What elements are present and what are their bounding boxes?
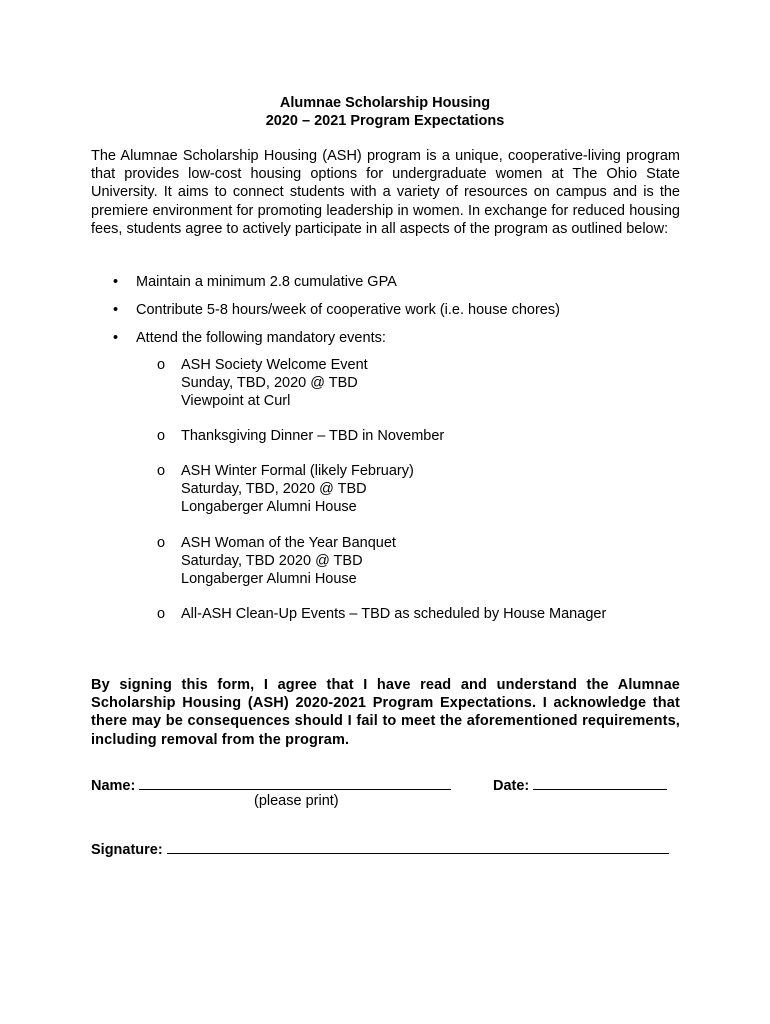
sub-bullet-marker: o — [157, 357, 166, 373]
event-where: Viewpoint at Curl — [181, 393, 291, 409]
date-field — [493, 775, 667, 794]
name-hint: (please print) — [254, 793, 339, 809]
event-name: ASH Woman of the Year Banquet — [181, 535, 396, 551]
list-item — [91, 329, 691, 347]
requirement-text: Contribute 5-8 hours/week of cooperative work (i.e. house chores) — [136, 302, 560, 318]
bullet-marker: • — [113, 274, 119, 290]
title-line-1: Alumnae Scholarship Housing — [279, 95, 491, 111]
page-title — [0, 94, 770, 130]
date-input-line[interactable] — [533, 775, 667, 790]
list-item — [91, 301, 691, 319]
event-details — [181, 356, 368, 410]
events-list — [91, 356, 691, 626]
intro-paragraph: The Alumnae Scholarship Housing (ASH) program is a unique, cooperative-living program that provides low-cost housing options for undergraduate women at The Ohio State University. It aims to connect students with a variety of resources on campus and is the premiere environment for promoting leadership in women. In exchange for reduced housing fees, students agree to actively participate in all aspects of the program as outlined below: — [91, 148, 680, 237]
event-when: Saturday, TBD, 2020 @ TBD — [181, 481, 367, 497]
event-name: ASH Winter Formal (likely February) — [181, 463, 414, 479]
date-label: Date: — [493, 778, 530, 794]
name-input-line[interactable] — [139, 775, 451, 790]
name-label: Name: — [91, 778, 136, 794]
requirements-list — [91, 273, 691, 357]
sub-bullet-marker: o — [157, 606, 166, 622]
signature-field — [91, 839, 669, 858]
event-name: All-ASH Clean-Up Events – TBD as scheduled by House Manager — [181, 606, 607, 622]
bullet-marker: • — [113, 302, 119, 318]
event-where: Longaberger Alumni House — [181, 571, 357, 587]
name-field — [91, 775, 451, 794]
requirement-text: Maintain a minimum 2.8 cumulative GPA — [136, 274, 397, 290]
event-when: Sunday, TBD, 2020 @ TBD — [181, 375, 358, 391]
list-item — [91, 273, 691, 291]
signature-label: Signature: — [91, 842, 163, 858]
sub-bullet-marker: o — [157, 428, 166, 444]
event-name: Thanksgiving Dinner – TBD in November — [181, 428, 445, 444]
sub-bullet-marker: o — [157, 535, 166, 551]
title-line-2: 2020 – 2021 Program Expectations — [265, 113, 505, 129]
event-where: Longaberger Alumni House — [181, 499, 357, 515]
sub-bullet-marker: o — [157, 463, 166, 479]
event-details — [181, 462, 414, 516]
signature-input-line[interactable] — [167, 839, 669, 854]
agreement-statement: By signing this form, I agree that I have read and understand the Alumnae Scholarship Housing (ASH) 2020-2021 Program Expectations. I acknowledge that there may be consequences should I fail to meet the aforementioned requirements, including removal from the program. — [91, 677, 680, 748]
event-details — [181, 534, 396, 588]
event-when: Saturday, TBD 2020 @ TBD — [181, 553, 363, 569]
bullet-marker: • — [113, 330, 119, 346]
requirement-text: Attend the following mandatory events: — [136, 330, 386, 346]
event-name: ASH Society Welcome Event — [181, 357, 368, 373]
